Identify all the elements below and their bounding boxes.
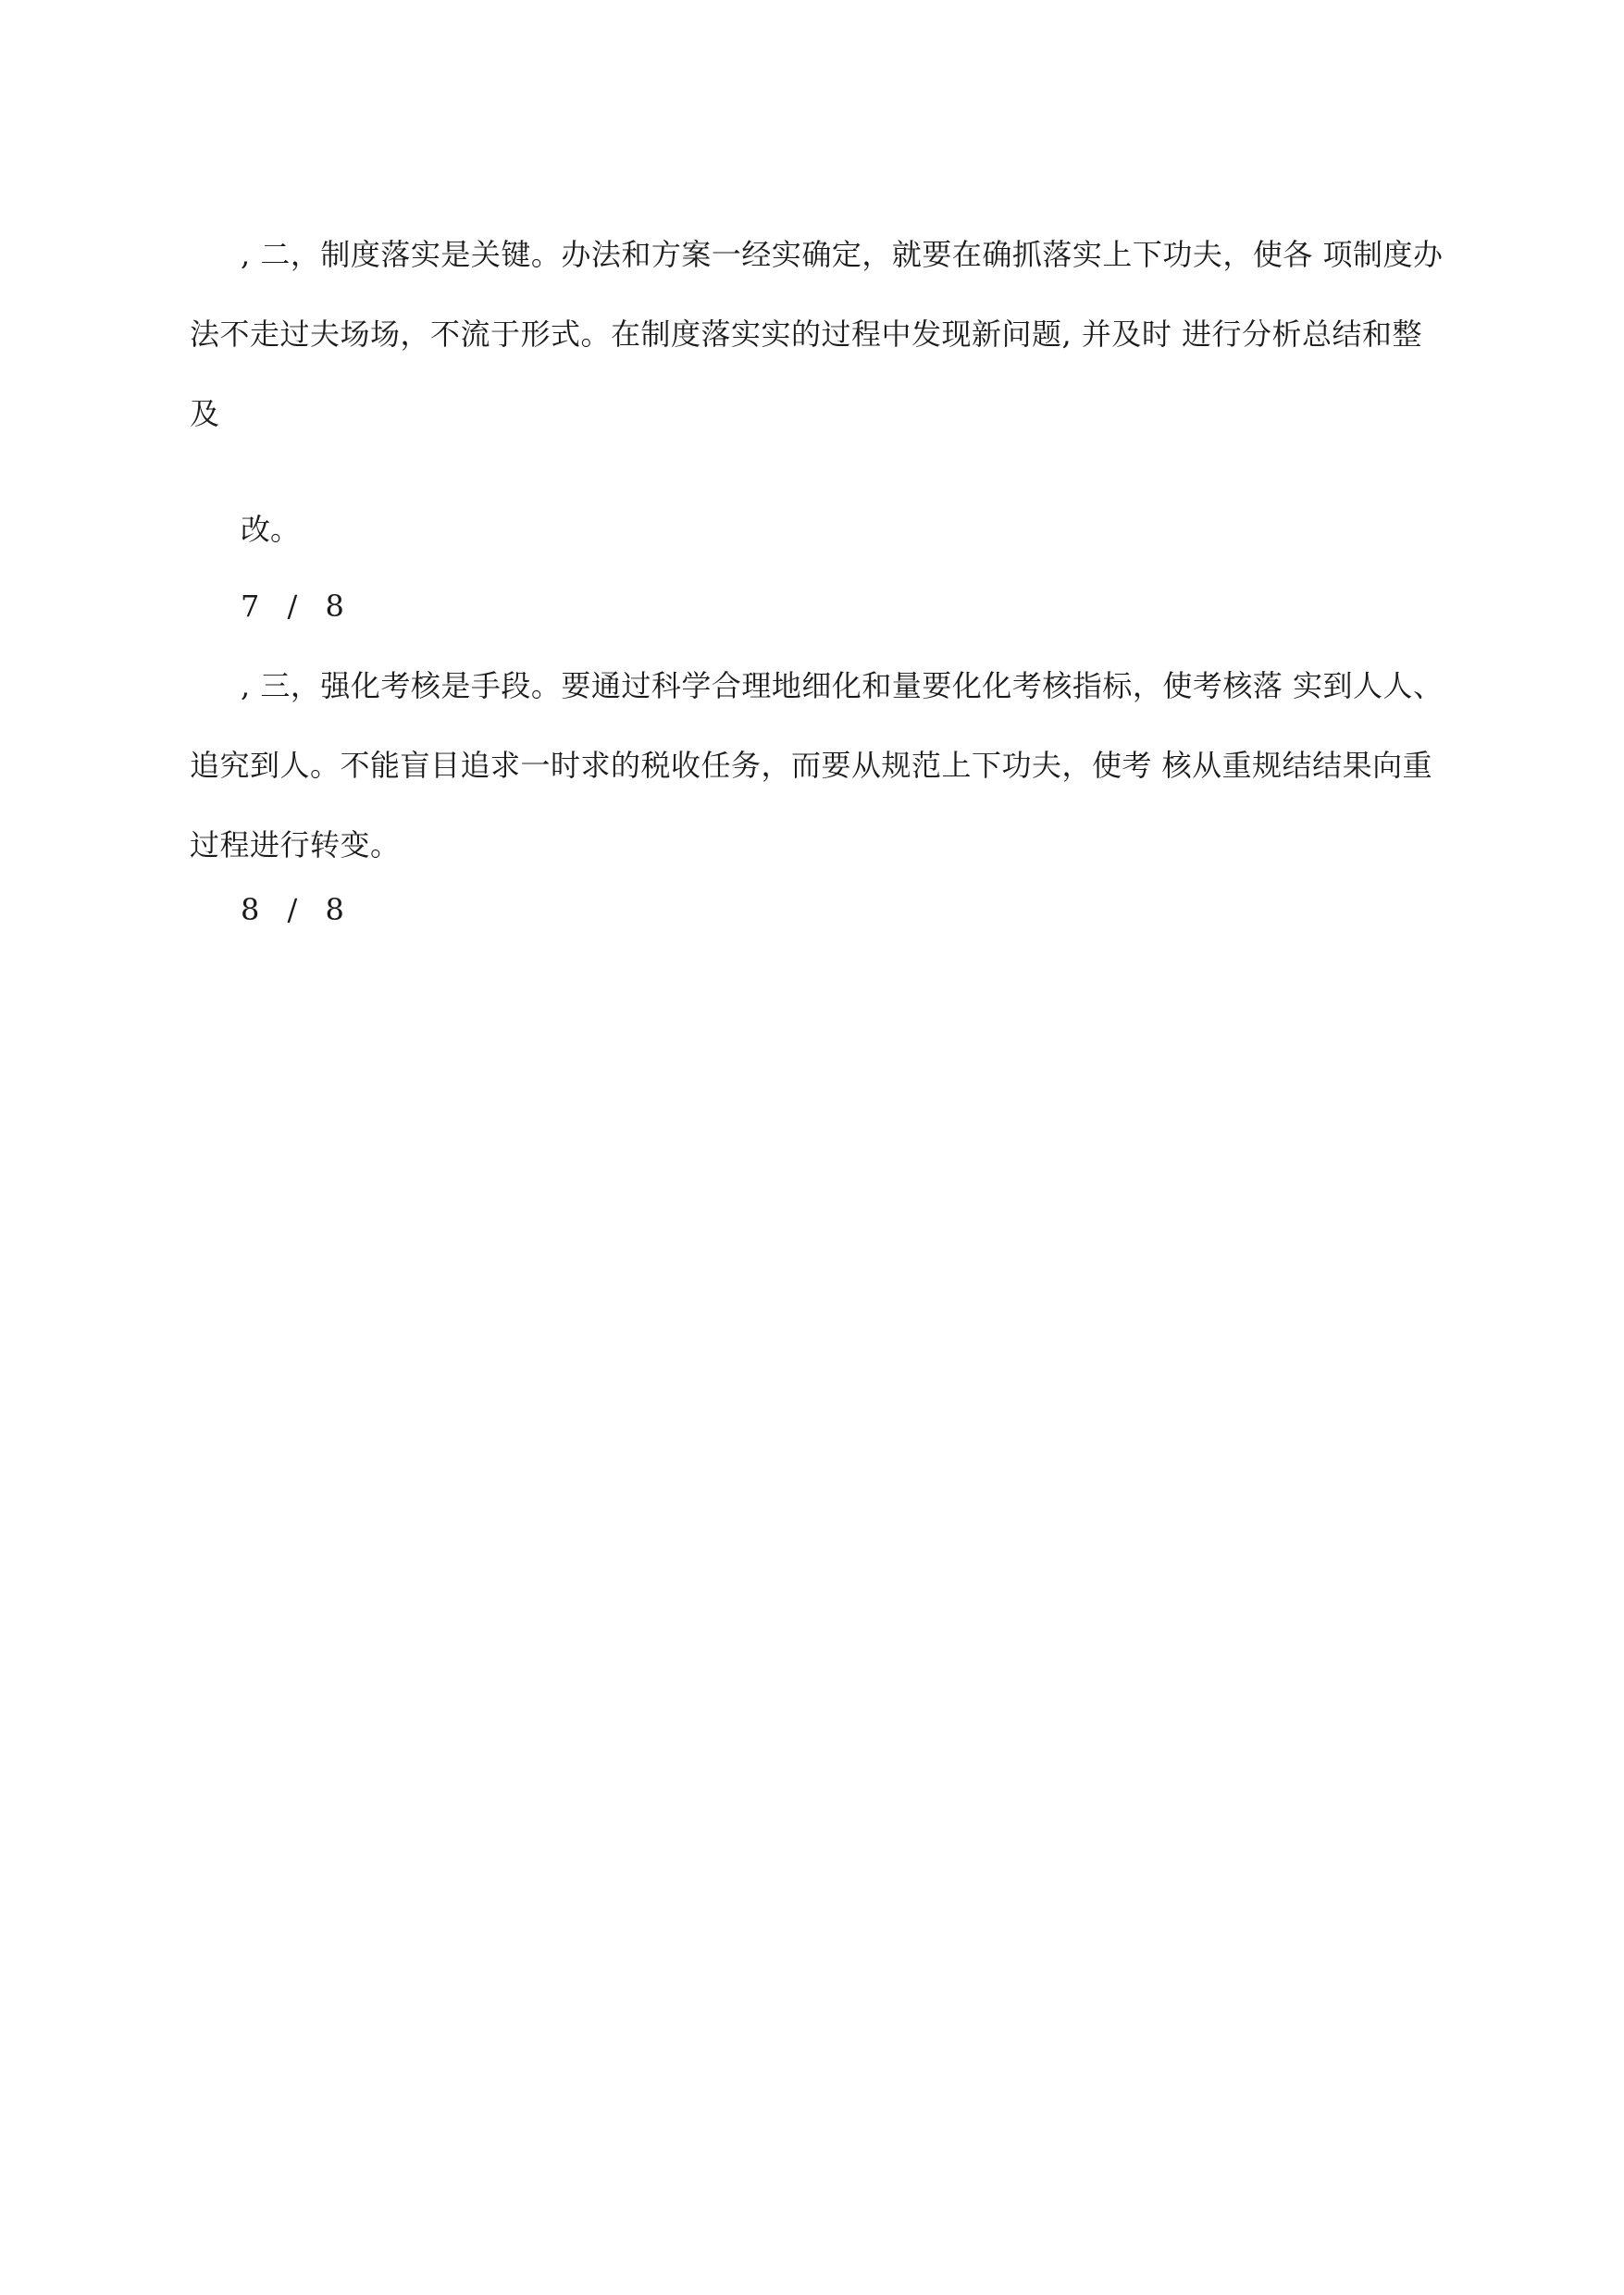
page-number-first: 7 / 8 — [241, 589, 353, 624]
paragraph-three: , 三，强化考核是手段。要通过科学合理地细化和量要化化考核指标，使考核落 实到人人、追究到人。不能盲目追求一时求的税收任务，而要从规范上下功夫，使考 核从重规结结果向重过程进行转变。 — [190, 668, 1444, 862]
page-number-second: 8 / 8 — [241, 892, 353, 927]
paragraph-two: , 二，制度落实是关键。办法和方案一经实确定，就要在确抓落实上下功夫，使各 项制度办法不走过夫场场，不流于形式。在制度落实实的过程中发现新问题, 并及时 进行分析总结和整及 — [190, 237, 1444, 431]
paragraph-two-continuation: 改。 — [241, 512, 301, 547]
